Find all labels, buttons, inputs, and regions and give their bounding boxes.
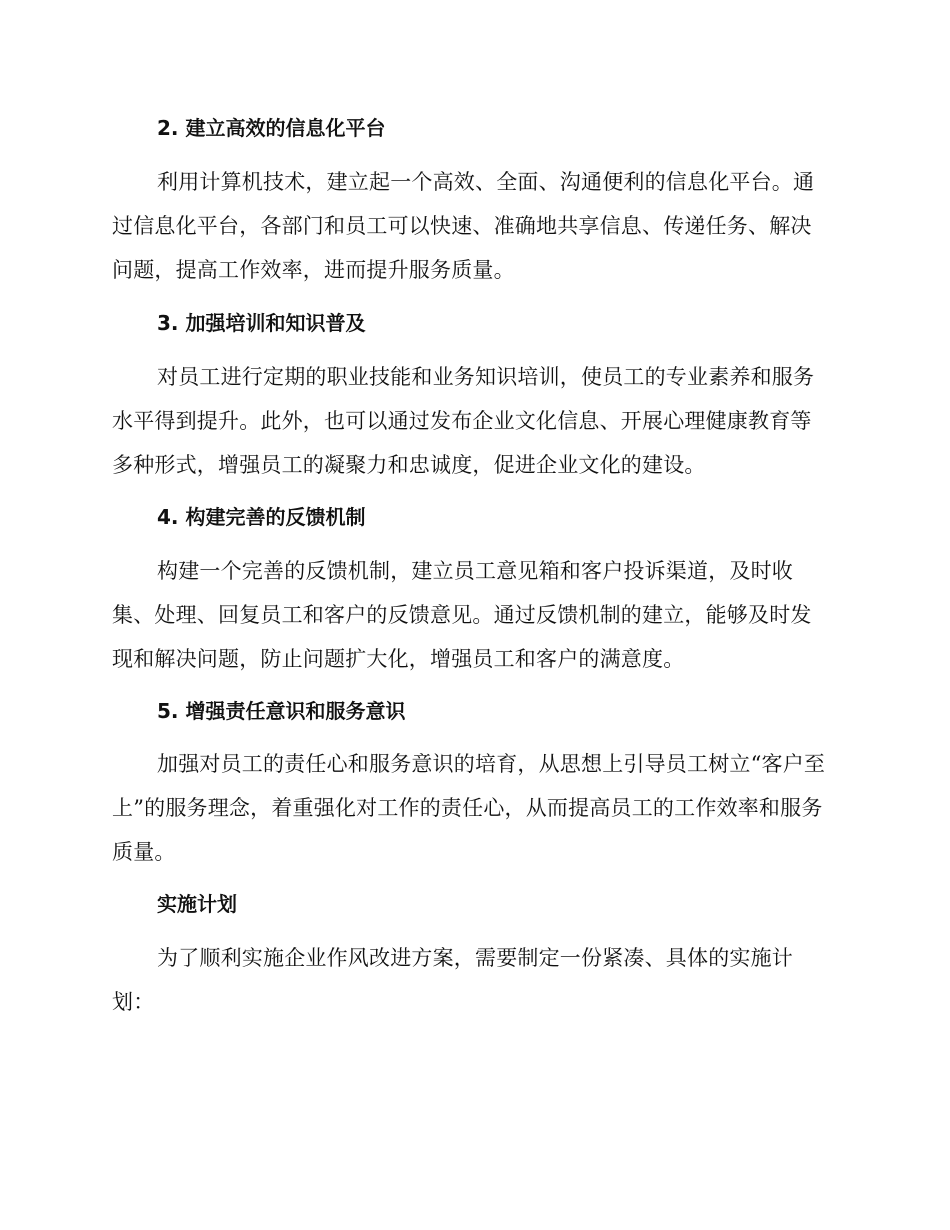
section-body-responsibility: 加强对员工的责任心和服务意识的培育，从思想上引导员工树立“客户至上”的服务理念，着重强化对工作的责任心，从而提高员工的工作效率和服务质量。 xyxy=(112,752,826,864)
section-heading-implementation-plan: 实施计划 xyxy=(157,892,237,916)
section-body-platform: 利用计算机技术，建立起一个高效、全面、沟通便利的信息化平台。通过信息化平台，各部门和员工可以快速、准确地共享信息、传递任务、解决问题，提高工作效率，进而提升服务质量。 xyxy=(112,170,815,282)
section-heading-training: 3. 加强培训和知识普及 xyxy=(157,311,366,335)
section-heading-platform: 2. 建立高效的信息化平台 xyxy=(157,116,386,140)
section-body-training: 对员工进行定期的职业技能和业务知识培训，使员工的专业素养和服务水平得到提升。此外，也可以通过发布企业文化信息、开展心理健康教育等多种形式，增强员工的凝聚力和忠诚度，促进企业文化的建设。 xyxy=(112,365,815,477)
section-body-implementation-plan: 为了顺利实施企业作风改进方案，需要制定一份紧凑、具体的实施计划： xyxy=(112,946,793,1014)
section-heading-feedback: 4. 构建完善的反馈机制 xyxy=(157,505,366,529)
section-body-feedback: 构建一个完善的反馈机制，建立员工意见箱和客户投诉渠道，及时收集、处理、回复员工和客户的反馈意见。通过反馈机制的建立，能够及时发现和解决问题，防止问题扩大化，增强员工和客户的满意度。 xyxy=(112,559,812,671)
section-heading-responsibility: 5. 增强责任意识和服务意识 xyxy=(157,699,406,723)
